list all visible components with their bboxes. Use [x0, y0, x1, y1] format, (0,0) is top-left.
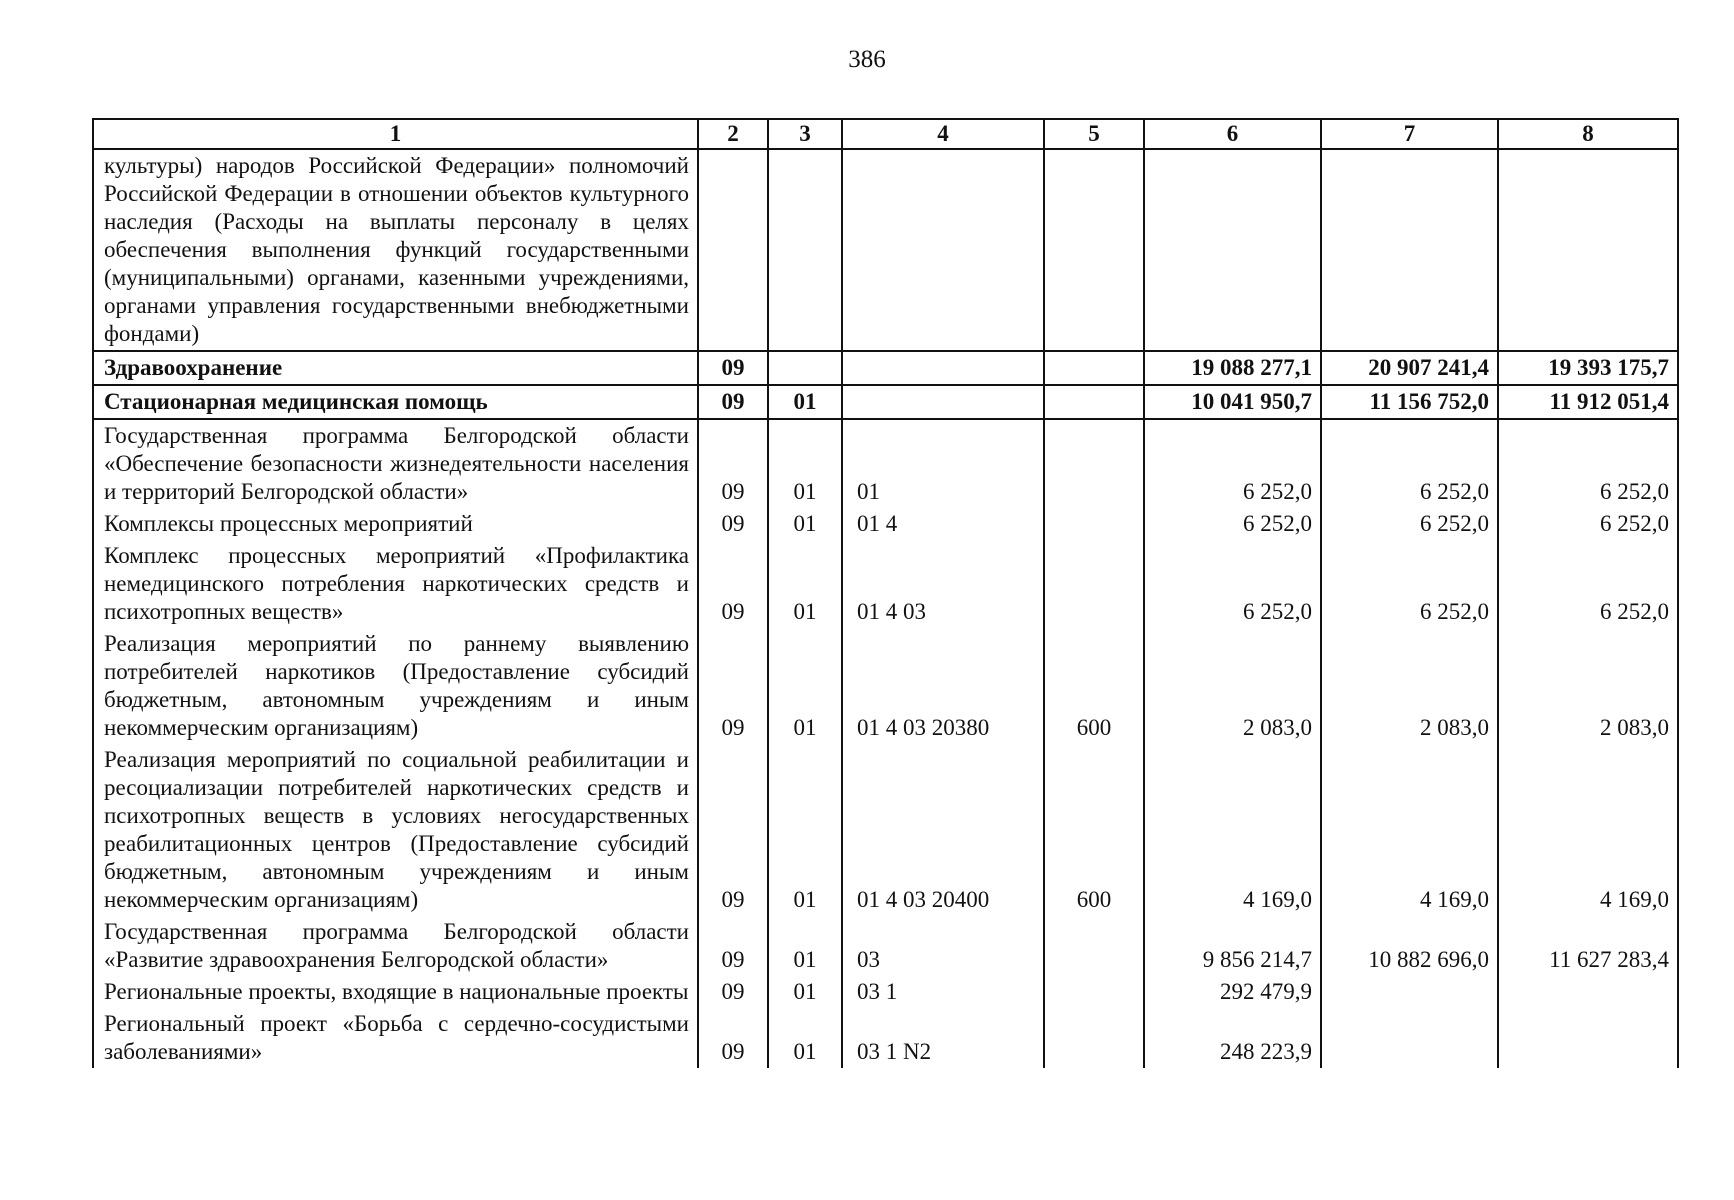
- row-subsection-code: 01: [768, 419, 842, 508]
- row-target-code: 01 4 03 20400: [842, 744, 1044, 916]
- row-subsection-code: 01: [768, 744, 842, 916]
- row-expense-type: [1044, 1008, 1144, 1068]
- row-target-code: 03 1: [842, 976, 1044, 1008]
- row-amount-col8: 4 169,0: [1498, 744, 1678, 916]
- header-cell: 3: [768, 119, 842, 149]
- row-amount-col6: 6 252,0: [1144, 508, 1321, 540]
- row-amount-col6: 6 252,0: [1144, 419, 1321, 508]
- row-amount-col8: 2 083,0: [1498, 628, 1678, 744]
- header-cell: 8: [1498, 119, 1678, 149]
- header-cell: 6: [1144, 119, 1321, 149]
- table-row: [93, 744, 1678, 916]
- row-amount-col8: 6 252,0: [1498, 419, 1678, 508]
- row-section-code: 09: [698, 916, 768, 976]
- row-expense-type: [1044, 419, 1144, 508]
- row-amount-col6: 9 856 214,7: [1144, 916, 1321, 976]
- row-amount-col6: 2 083,0: [1144, 628, 1321, 744]
- row-section-code: 09: [698, 1008, 768, 1068]
- row-target-code: 01 4 03 20380: [842, 628, 1044, 744]
- row-target-code: 01: [842, 419, 1044, 508]
- row-section-code: 09: [698, 540, 768, 628]
- table-row: [93, 508, 1678, 540]
- row-target-code: [842, 149, 1044, 351]
- row-amount-col8: [1498, 976, 1678, 1008]
- table-row: [93, 540, 1678, 628]
- table-row: [93, 628, 1678, 744]
- row-subsection-code: 01: [768, 976, 842, 1008]
- row-amount-col8: [1498, 1008, 1678, 1068]
- row-expense-type: 600: [1044, 744, 1144, 916]
- row-target-code: [842, 351, 1044, 385]
- table-row: [93, 1008, 1678, 1068]
- row-section-code: 09: [698, 419, 768, 508]
- row-description: Здравоохранение: [93, 351, 698, 385]
- row-section-code: [698, 149, 768, 351]
- table-body: [93, 149, 1678, 1068]
- header-cell: 5: [1044, 119, 1144, 149]
- row-expense-type: [1044, 976, 1144, 1008]
- row-amount-col7: 10 882 696,0: [1321, 916, 1498, 976]
- row-amount-col8: 11 912 051,4: [1498, 385, 1678, 419]
- row-subsection-code: 01: [768, 628, 842, 744]
- row-description: Государственная программа Белгородской области «Обеспечение безопасности жизнедеятельности населения и территорий Белгородской области»: [93, 419, 698, 508]
- section-row: [93, 385, 1678, 419]
- row-description: культуры) народов Российской Федерации» полномочий Российской Федерации в отношении объектов культурного наследия (Расходы на выплаты персоналу в целях обеспечения выполнения функций государственными (муниципальными) органами, казенными учреждениями, органами управления государственными внебюджетными фондами): [93, 149, 698, 351]
- row-target-code: 03: [842, 916, 1044, 976]
- row-amount-col6: [1144, 149, 1321, 351]
- row-amount-col8: 11 627 283,4: [1498, 916, 1678, 976]
- row-amount-col7: 6 252,0: [1321, 508, 1498, 540]
- row-amount-col7: 11 156 752,0: [1321, 385, 1498, 419]
- budget-table: [92, 118, 1679, 1068]
- row-amount-col7: [1321, 1008, 1498, 1068]
- row-amount-col7: [1321, 976, 1498, 1008]
- table-row: [93, 916, 1678, 976]
- row-section-code: 09: [698, 976, 768, 1008]
- row-expense-type: [1044, 508, 1144, 540]
- header-cell: 1: [93, 119, 698, 149]
- row-subsection-code: 01: [768, 508, 842, 540]
- header-cell: 7: [1321, 119, 1498, 149]
- row-description: Региональные проекты, входящие в национальные проекты: [93, 976, 698, 1008]
- row-target-code: 01 4 03: [842, 540, 1044, 628]
- row-amount-col6: 248 223,9: [1144, 1008, 1321, 1068]
- row-amount-col7: 20 907 241,4: [1321, 351, 1498, 385]
- row-description: Стационарная медицинская помощь: [93, 385, 698, 419]
- row-section-code: 09: [698, 385, 768, 419]
- row-amount-col6: 6 252,0: [1144, 540, 1321, 628]
- row-amount-col8: [1498, 149, 1678, 351]
- row-subsection-code: [768, 149, 842, 351]
- row-amount-col8: 19 393 175,7: [1498, 351, 1678, 385]
- row-amount-col6: 19 088 277,1: [1144, 351, 1321, 385]
- row-section-code: 09: [698, 351, 768, 385]
- row-amount-col6: 4 169,0: [1144, 744, 1321, 916]
- row-expense-type: [1044, 540, 1144, 628]
- row-target-code: 03 1 N2: [842, 1008, 1044, 1068]
- header-row: [93, 119, 1678, 149]
- page-number: 386: [848, 46, 886, 73]
- row-subsection-code: 01: [768, 1008, 842, 1068]
- row-expense-type: [1044, 351, 1144, 385]
- row-subsection-code: 01: [768, 385, 842, 419]
- row-amount-col7: 4 169,0: [1321, 744, 1498, 916]
- row-section-code: 09: [698, 508, 768, 540]
- row-amount-col7: [1321, 149, 1498, 351]
- row-section-code: 09: [698, 628, 768, 744]
- row-target-code: [842, 385, 1044, 419]
- row-target-code: 01 4: [842, 508, 1044, 540]
- table-row: [93, 419, 1678, 508]
- row-section-code: 09: [698, 744, 768, 916]
- row-expense-type: [1044, 149, 1144, 351]
- header-cell: 2: [698, 119, 768, 149]
- row-amount-col7: 2 083,0: [1321, 628, 1498, 744]
- table-row: [93, 149, 1678, 351]
- row-amount-col8: 6 252,0: [1498, 508, 1678, 540]
- row-description: Комплекс процессных мероприятий «Профилактика немедицинского потребления наркотических средств и психотропных веществ»: [93, 540, 698, 628]
- row-amount-col7: 6 252,0: [1321, 540, 1498, 628]
- row-amount-col7: 6 252,0: [1321, 419, 1498, 508]
- header-cell: 4: [842, 119, 1044, 149]
- row-description: Региональный проект «Борьба с сердечно-сосудистыми заболеваниями»: [93, 1008, 698, 1068]
- row-subsection-code: [768, 351, 842, 385]
- row-amount-col6: 10 041 950,7: [1144, 385, 1321, 419]
- row-expense-type: 600: [1044, 628, 1144, 744]
- row-amount-col8: 6 252,0: [1498, 540, 1678, 628]
- row-subsection-code: 01: [768, 916, 842, 976]
- row-expense-type: [1044, 916, 1144, 976]
- row-description: Реализация мероприятий по социальной реабилитации и ресоциализации потребителей наркотических средств и психотропных веществ в условиях негосударственных реабилитационных центров (Предоставление субсидий бюджетным, автономным учреждениям и иным некоммерческим организациям): [93, 744, 698, 916]
- row-description: Реализация мероприятий по раннему выявлению потребителей наркотиков (Предоставление субсидий бюджетным, автономным учреждениям и иным некоммерческим организациям): [93, 628, 698, 744]
- table-row: [93, 976, 1678, 1008]
- row-description: Государственная программа Белгородской области «Развитие здравоохранения Белгородской области»: [93, 916, 698, 976]
- row-expense-type: [1044, 385, 1144, 419]
- row-subsection-code: 01: [768, 540, 842, 628]
- section-row: [93, 351, 1678, 385]
- row-amount-col6: 292 479,9: [1144, 976, 1321, 1008]
- row-description: Комплексы процессных мероприятий: [93, 508, 698, 540]
